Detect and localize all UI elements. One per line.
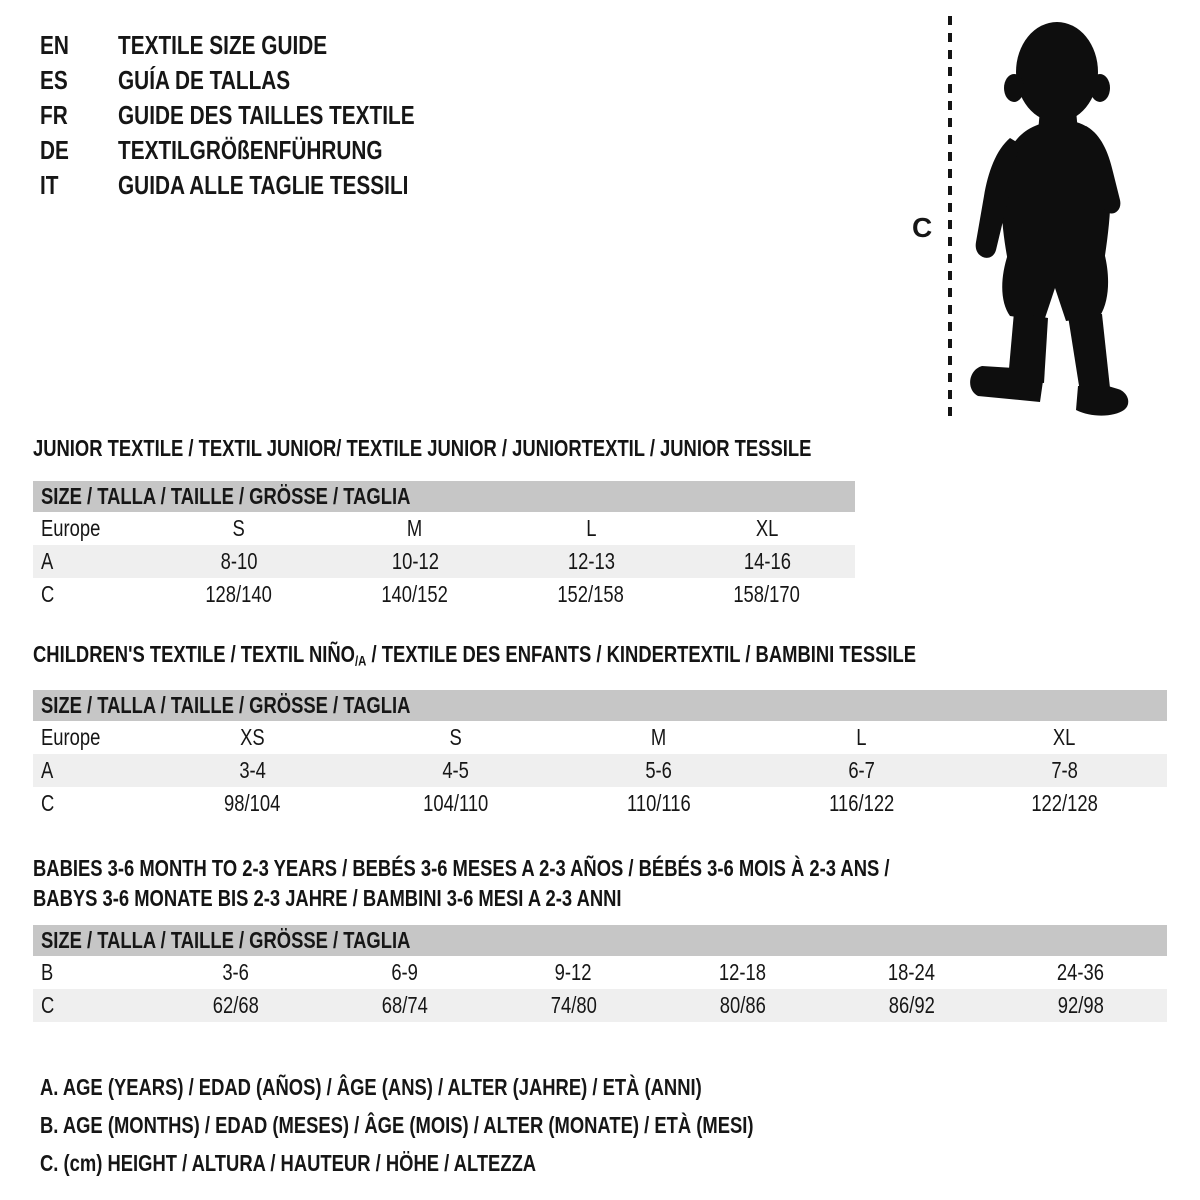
row-label-c: C — [41, 581, 55, 607]
value-cell: 6-7 — [848, 757, 875, 783]
col-xs: XS — [240, 724, 265, 750]
lang-row-de — [40, 133, 489, 168]
lang-title-fr: GUIDE DES TAILLES TEXTILE — [118, 100, 415, 130]
col-s: S — [232, 515, 246, 541]
value-cell: 14-16 — [743, 548, 791, 574]
lang-row-es — [40, 63, 489, 98]
legend-line-c: C. (cm) HEIGHT / ALTURA / HAUTEUR / HÖHE / ALTEZZA — [40, 1150, 537, 1176]
legend-line-a: A. AGE (YEARS) / EDAD (AÑOS) / ÂGE (ANS) / ALTER (JAHRE) / ETÀ (ANNI) — [40, 1074, 702, 1100]
junior-columns-row — [33, 512, 855, 545]
row-label-a: A — [41, 548, 54, 574]
value-cell: 12-13 — [567, 548, 615, 574]
value-cell: 98/104 — [224, 790, 281, 816]
lang-row-fr — [40, 98, 489, 133]
value-cell: 7-8 — [1051, 757, 1078, 783]
col-xl: XL — [1053, 724, 1076, 750]
value-cell: 5-6 — [645, 757, 672, 783]
value-cell: 68/74 — [381, 992, 428, 1018]
junior-row-height — [33, 578, 855, 611]
lang-row-it — [40, 168, 489, 203]
value-cell: 9-12 — [555, 959, 592, 985]
language-title-block — [40, 28, 489, 203]
lang-title-en: TEXTILE SIZE GUIDE — [118, 30, 328, 60]
height-dashed-line — [948, 16, 952, 418]
toddler-silhouette-image — [958, 14, 1144, 420]
value-cell: 18-24 — [887, 959, 936, 985]
junior-table-title: JUNIOR TEXTILE / TEXTIL JUNIOR/ TEXTILE JUNIOR / JUNIORTEXTIL / JUNIOR TESSILE — [33, 435, 812, 461]
junior-size-header-band: SIZE / TALLA / TAILLE / GRÖSSE / TAGLIA — [33, 481, 855, 512]
row-label-c: C — [41, 992, 55, 1018]
row-label-b: B — [41, 959, 54, 985]
col-xl: XL — [755, 515, 779, 541]
babies-textile-table — [33, 853, 1167, 1022]
junior-textile-table — [33, 437, 855, 611]
value-cell: 110/116 — [626, 790, 691, 816]
col-l: L — [585, 515, 597, 541]
row-label-a: A — [41, 757, 54, 783]
region-label: Europe — [41, 724, 101, 750]
children-size-header-band: SIZE / TALLA / TAILLE / GRÖSSE / TAGLIA — [33, 690, 1167, 721]
value-cell: 86/92 — [888, 992, 935, 1018]
value-cell: 62/68 — [212, 992, 259, 1018]
lang-row-en — [40, 28, 489, 63]
nino-a-subscript: /A — [354, 653, 367, 670]
babies-row-age-months — [33, 956, 1167, 989]
toddler-silhouette-shape — [970, 22, 1128, 416]
value-cell: 3-4 — [239, 757, 266, 783]
value-cell: 92/98 — [1057, 992, 1104, 1018]
value-cell: 74/80 — [550, 992, 597, 1018]
value-cell: 12-18 — [718, 959, 767, 985]
lang-code-en: EN — [40, 30, 69, 60]
babies-size-header-band: SIZE / TALLA / TAILLE / GRÖSSE / TAGLIA — [33, 925, 1167, 956]
col-m: M — [407, 515, 423, 541]
lang-title-de: TEXTILGRÖßENFÜHRUNG — [118, 135, 383, 165]
babies-table-title: BABIES 3-6 MONTH TO 2-3 YEARS / BEBÉS 3-6 MESES A 2-3 AÑOS / BÉBÉS 3-6 MOIS À 2-3 ANS / BABYS 3-6 MONATE BIS 2-3 JAHRE / BAMBINI 3-6 MESI A 2-3 ANNI — [33, 855, 890, 911]
value-cell: 122/128 — [1031, 790, 1098, 816]
lang-title-es: GUÍA DE TALLAS — [118, 65, 291, 95]
value-cell: 6-9 — [391, 959, 418, 985]
children-row-age — [33, 754, 1167, 787]
region-label: Europe — [41, 515, 101, 541]
lang-code-it: IT — [40, 170, 59, 200]
value-cell: 104/110 — [422, 790, 489, 816]
value-cell: 116/122 — [828, 790, 895, 816]
legend-block — [40, 1068, 932, 1182]
value-cell: 10-12 — [391, 548, 439, 574]
lang-code-de: DE — [40, 135, 69, 165]
children-textile-table — [33, 643, 1167, 820]
value-cell: 152/158 — [557, 581, 625, 607]
children-columns-row — [33, 721, 1167, 754]
children-table-title: CHILDREN'S TEXTILE / TEXTIL NIÑO/A / TEXTILE DES ENFANTS / KINDERTEXTIL / BAMBINI TESSILE — [33, 641, 917, 670]
lang-code-es: ES — [40, 65, 68, 95]
value-cell: 4-5 — [442, 757, 469, 783]
value-cell: 128/140 — [205, 581, 273, 607]
value-cell: 8-10 — [220, 548, 258, 574]
babies-row-height — [33, 989, 1167, 1022]
value-cell: 140/152 — [381, 581, 449, 607]
col-s: S — [449, 724, 462, 750]
col-m: M — [650, 724, 667, 750]
col-l: L — [856, 724, 867, 750]
legend-line-b: B. AGE (MONTHS) / EDAD (MESES) / ÂGE (MOIS) / ALTER (MONATE) / ETÀ (MESI) — [40, 1112, 754, 1138]
lang-code-fr: FR — [40, 100, 68, 130]
value-cell: 158/170 — [733, 581, 801, 607]
height-marker-label: C — [912, 212, 933, 243]
children-row-height — [33, 787, 1167, 820]
value-cell: 3-6 — [222, 959, 249, 985]
row-label-c: C — [41, 790, 55, 816]
junior-row-age — [33, 545, 855, 578]
lang-title-it: GUIDA ALLE TAGLIE TESSILI — [118, 170, 409, 200]
value-cell: 80/86 — [719, 992, 766, 1018]
value-cell: 24-36 — [1056, 959, 1105, 985]
